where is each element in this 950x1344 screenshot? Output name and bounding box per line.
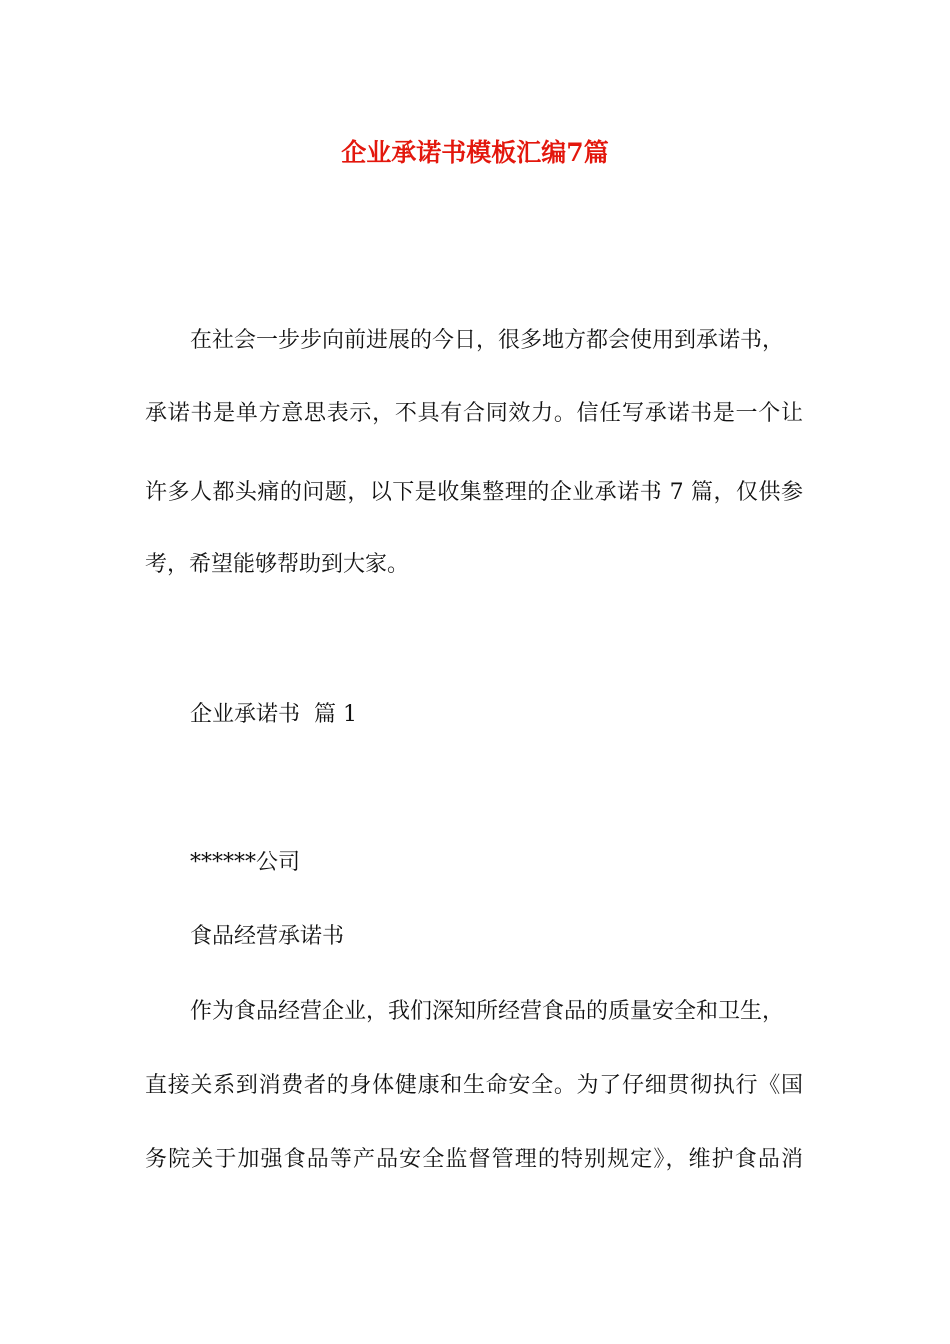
intro-line-1: 在社会一步步向前进展的今日，很多地方都会使用到承诺书，: [190, 328, 785, 353]
section-subtitle: 食品经营承诺书: [190, 924, 345, 949]
body-line-2: 直接关系到消费者的身体健康和生命安全。为了仔细贯彻执行《国: [145, 1073, 803, 1098]
body-line-3: 务院关于加强食品等产品安全监督管理的特别规定》，维护食品消: [145, 1147, 803, 1172]
intro-line-3: 许多人都头痛的问题，以下是收集整理的企业承诺书 7 篇，仅供参: [145, 480, 803, 505]
company-name: ******公司: [190, 850, 301, 875]
document-title: 企业承诺书模板汇编7篇: [341, 138, 609, 167]
intro-line-2: 承诺书是单方意思表示，不具有合同效力。信任写承诺书是一个让: [145, 401, 803, 426]
intro-line-4: 考，希望能够帮助到大家。: [145, 552, 410, 577]
section-heading: 企业承诺书 篇 1: [190, 702, 357, 727]
body-line-1: 作为食品经营企业，我们深知所经营食品的质量安全和卫生，: [190, 999, 785, 1024]
